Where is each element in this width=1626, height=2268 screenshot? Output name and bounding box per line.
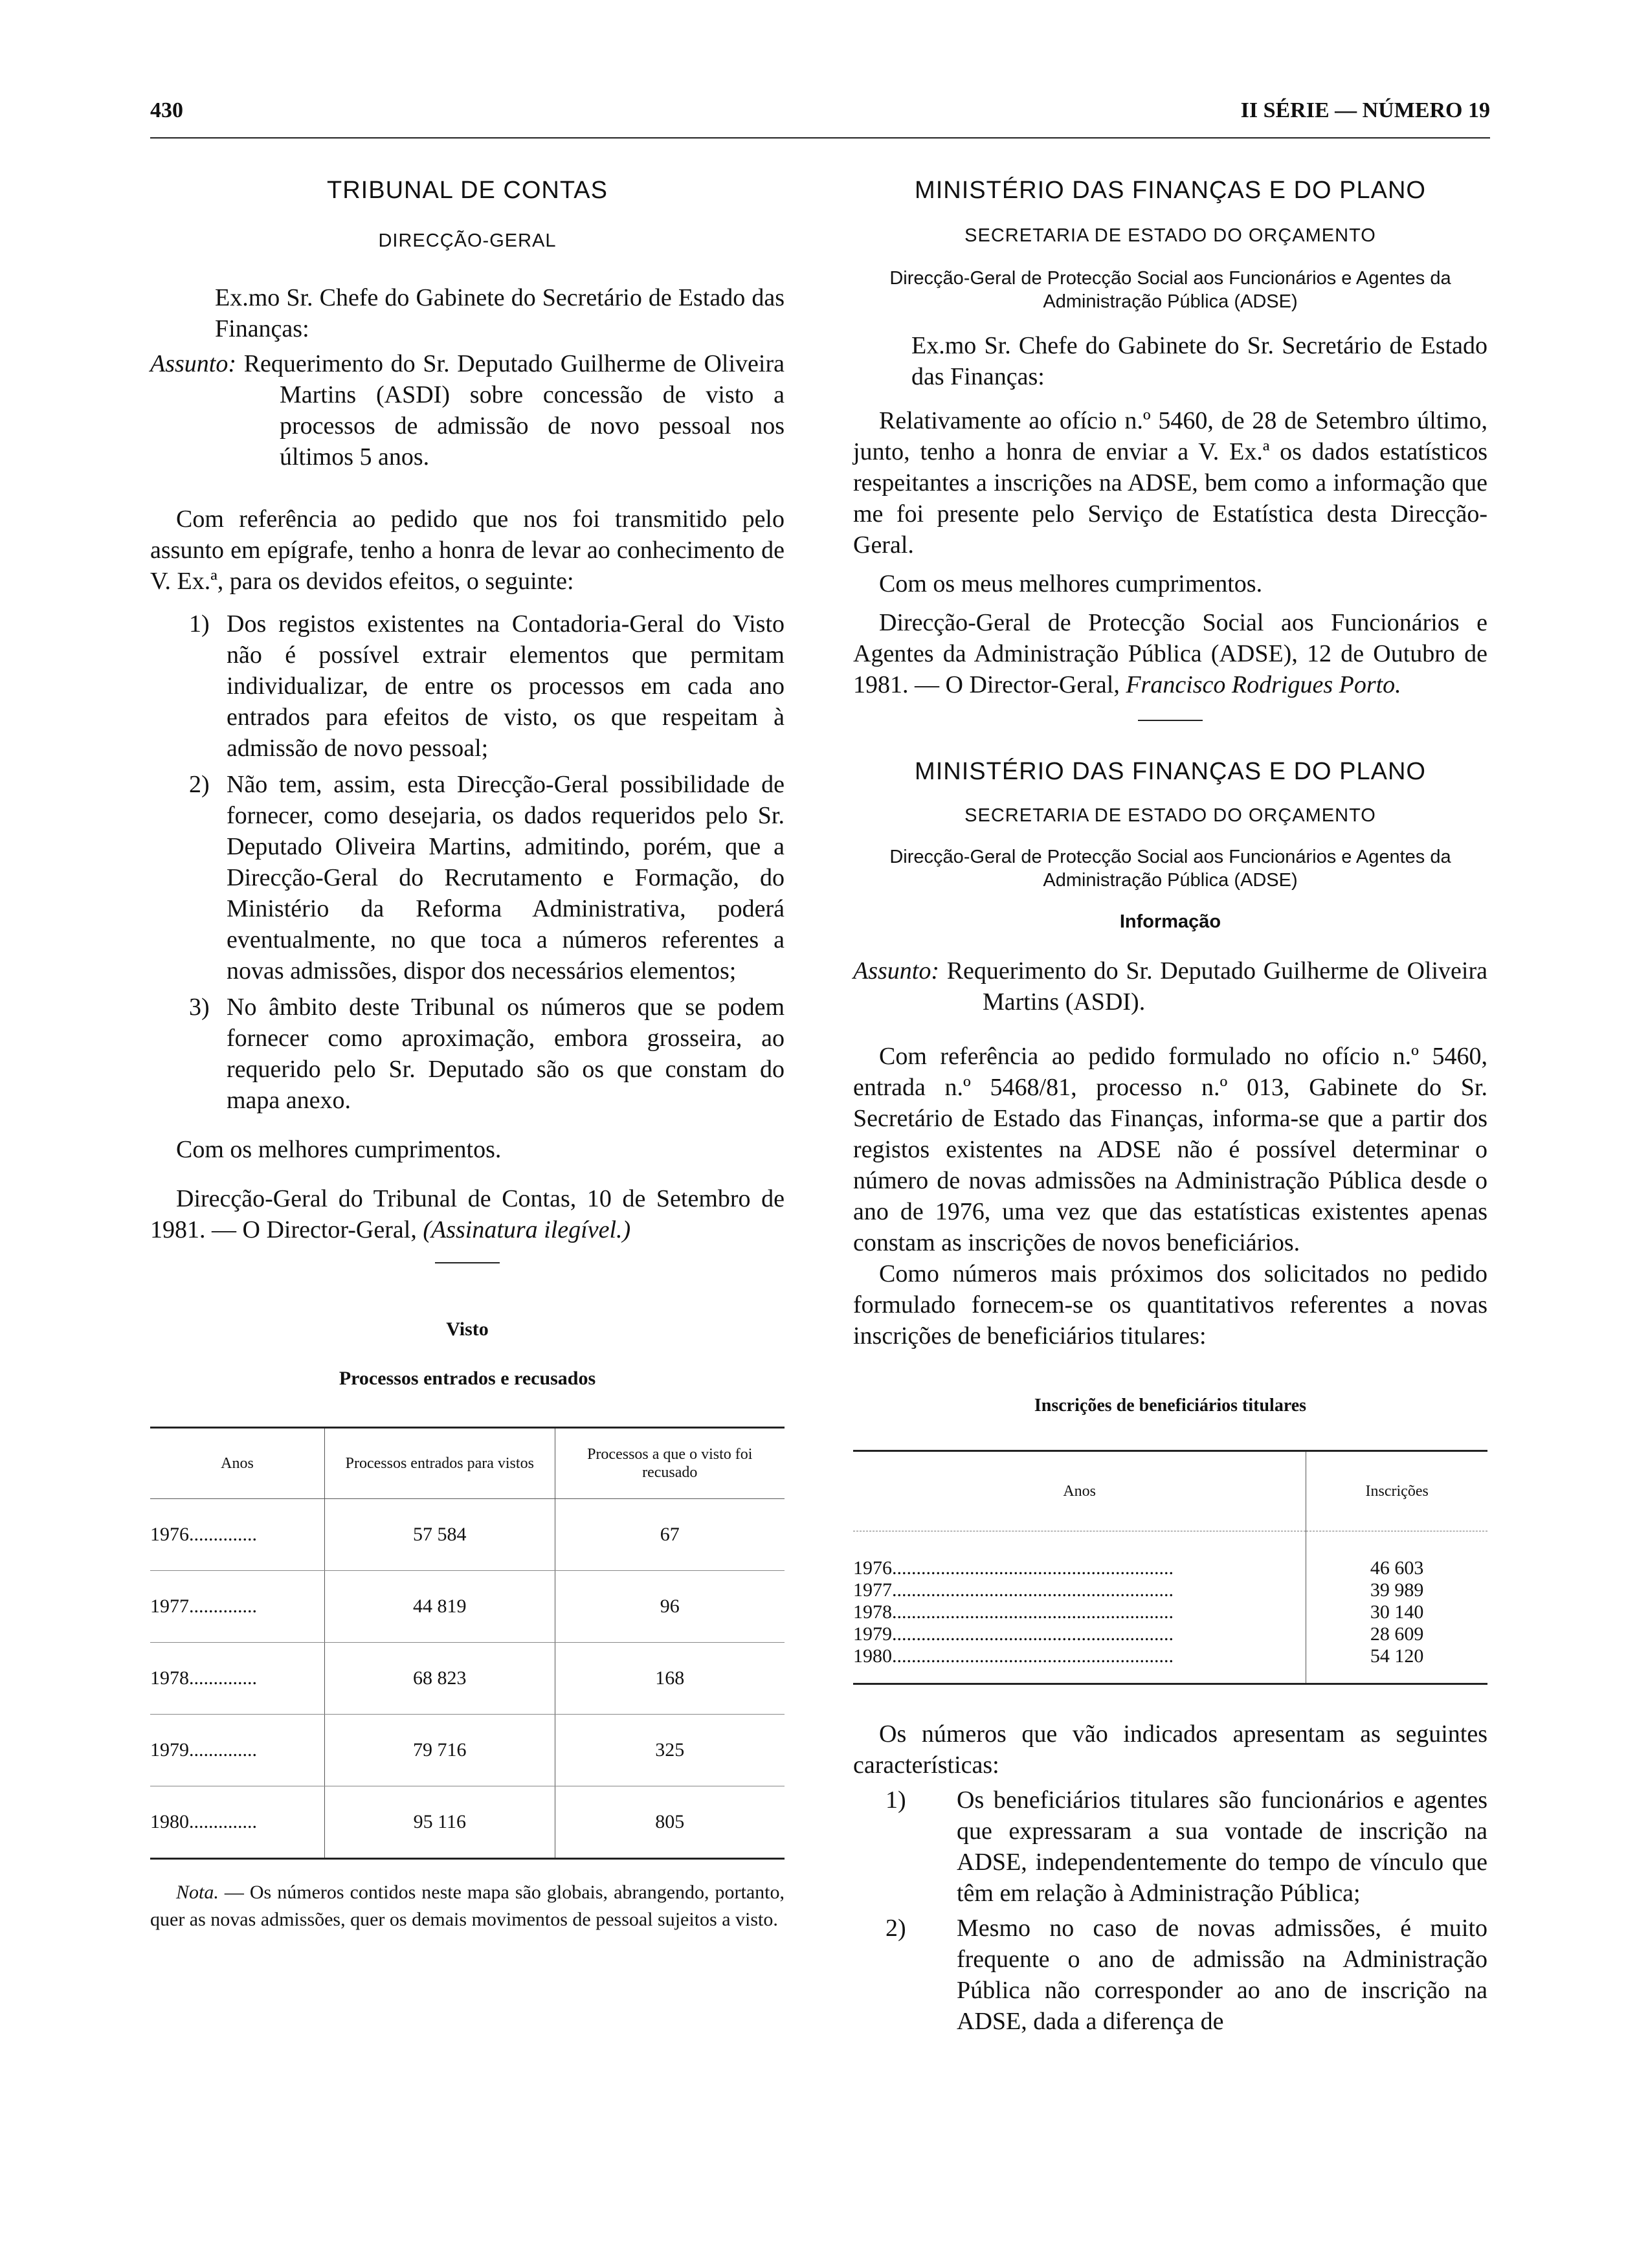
- signature: [853, 607, 1487, 700]
- table-row: [150, 1786, 785, 1859]
- cell-entered: 95 116: [325, 1786, 555, 1859]
- paragraph: Com referência ao pedido formulado no ofício n.º 5460, entrada n.º 5468/81, processo n.º 013, Gabinete do Sr. Secretário de Estado das Finanças, informa-se que a partir dos registos existentes na ADSE não é possível determinar o número de novas admissões na Administração Pública desde o ano de 1976, uma vez que das estatísticas existentes apenas constam as inscrições de novos beneficiários.: [853, 1043, 1487, 1256]
- directorate-title: DIRECÇÃO-GERAL: [378, 230, 557, 251]
- cell-year: 1978..............: [150, 1643, 325, 1715]
- list-item: [150, 769, 785, 986]
- list-number: 1): [189, 610, 210, 638]
- list-number: 1): [885, 1786, 906, 1814]
- cell-refused: 96: [555, 1571, 785, 1643]
- cell-value: 46 603: [1306, 1557, 1487, 1579]
- table-title: Visto: [446, 1318, 489, 1340]
- paragraph: Os números que vão indicados apresentam as seguintes características:: [853, 1720, 1487, 1779]
- cell-entered: 57 584: [325, 1499, 555, 1571]
- secretariat-title: SECRETARIA DE ESTADO DO ORÇAMENTO: [964, 805, 1376, 826]
- table-row: [853, 1601, 1487, 1623]
- subject: [853, 955, 1487, 1017]
- list-number: 2): [189, 771, 210, 798]
- cell-year: 1976..............: [150, 1499, 325, 1571]
- cell-entered: 79 716: [325, 1715, 555, 1786]
- cell-year: 1979..........................................................: [853, 1623, 1174, 1645]
- table-row: [150, 1499, 785, 1571]
- cell-value: 54 120: [1306, 1645, 1487, 1667]
- table-row: [853, 1579, 1487, 1601]
- cell-year: 1976..........................................................: [853, 1557, 1174, 1579]
- visto-table: [150, 1427, 785, 1860]
- table-row: [853, 1645, 1487, 1667]
- inscricoes-table: [853, 1450, 1487, 1685]
- secretariat-title: SECRETARIA DE ESTADO DO ORÇAMENTO: [964, 225, 1376, 246]
- list-item: [853, 1784, 1487, 1909]
- list-text: Mesmo no caso de novas admissões, é muito frequente o ano de admissão na Administração Pública não corresponder ao ano de inscrição na ADSE, dada a diferença de: [957, 1915, 1487, 2035]
- list-text: Os beneficiários titulares são funcionários e agentes que expressaram a sua vontade de inscrição na ADSE, independentemente do tempo de vínculo que têm em relação à Administração Pública;: [957, 1786, 1487, 1907]
- subject-label: Assunto:: [853, 957, 939, 984]
- table-note: [150, 1879, 785, 1933]
- table-row: [150, 1571, 785, 1643]
- signature-text: Direcção-Geral de Protecção Social aos Funcionários e Agentes da Administração Pública (ADSE), 12 de Outubro de 1981. — O Director-Geral,: [853, 609, 1487, 698]
- table-header-row: [853, 1451, 1487, 1531]
- cell-value: 28 609: [1306, 1623, 1487, 1645]
- cell-year: 1977..............: [150, 1571, 325, 1643]
- header-refused: Processos a que o visto foi recusado: [555, 1428, 785, 1499]
- signature-text: Direcção-Geral do Tribunal de Contas, 10 de Setembro de 1981. — O Director-Geral,: [150, 1185, 785, 1243]
- section-rule: [1138, 720, 1203, 721]
- list-text: No âmbito deste Tribunal os números que se podem fornecer como aproximação, embora grosseira, ao requerido pelo Sr. Deputado são os que constam do mapa anexo.: [227, 994, 785, 1114]
- closing: Com os melhores cumprimentos.: [176, 1136, 502, 1163]
- cell-value: 39 989: [1306, 1579, 1487, 1601]
- header-years: Anos: [150, 1428, 325, 1499]
- subject-label: Assunto:: [150, 350, 236, 377]
- subject: [150, 348, 785, 472]
- list-item: [150, 608, 785, 764]
- section-rule: [435, 1262, 500, 1263]
- ministry-title: MINISTÉRIO DAS FINANÇAS E DO PLANO: [915, 758, 1426, 785]
- closing: Com os meus melhores cumprimentos.: [879, 570, 1263, 597]
- numbered-list: [853, 1784, 1487, 2037]
- cell-refused: 67: [555, 1499, 785, 1571]
- addressee: Ex.mo Sr. Chefe do Gabinete do Sr. Secretário de Estado das Finanças:: [911, 332, 1487, 390]
- cell-year: 1977..........................................................: [853, 1579, 1174, 1601]
- table-header-row: [150, 1428, 785, 1499]
- addressee: Ex.mo Sr. Chefe do Gabinete do Secretário de Estado das Finanças:: [215, 284, 785, 342]
- cell-year: 1979..............: [150, 1715, 325, 1786]
- list-item: [853, 1913, 1487, 2037]
- signature-name: Francisco Rodrigues Porto.: [1126, 671, 1401, 698]
- list-number: 2): [885, 1915, 906, 1942]
- header-inscricoes: Inscrições: [1306, 1451, 1487, 1531]
- series-label: II SÉRIE — NÚMERO 19: [1240, 98, 1490, 122]
- table-row: [150, 1643, 785, 1715]
- directorate-title: Direcção-Geral de Protecção Social aos Funcionários e Agentes da Administração Pública (ADSE): [889, 268, 1451, 312]
- cell-entered: 68 823: [325, 1643, 555, 1715]
- table-subtitle: Processos entrados e recusados: [339, 1368, 596, 1389]
- institution-title: TRIBUNAL DE CONTAS: [327, 177, 608, 204]
- table-title: Inscrições de beneficiários titulares: [1034, 1395, 1307, 1416]
- table-row: [853, 1557, 1487, 1579]
- list-text: Não tem, assim, esta Direcção-Geral possibilidade de fornecer, como desejaria, os dados requeridos pelo Sr. Deputado Oliveira Martins, admitindo, porém, que a Direcção-Geral do Recrutamento e Formação, do Ministério da Reforma Administrativa, poderá eventualmente, no que toca a números referentes a novas admissões, dispor dos necessários elementos;: [227, 771, 785, 984]
- note-label: Nota.: [176, 1882, 219, 1903]
- left-column: [150, 170, 785, 1933]
- cell-entered: 44 819: [325, 1571, 555, 1643]
- table-row: [853, 1623, 1487, 1645]
- numbered-list: [150, 608, 785, 1116]
- cell-year: 1978..........................................................: [853, 1601, 1174, 1623]
- page-header: [150, 98, 1490, 137]
- directorate-title: Direcção-Geral de Protecção Social aos Funcionários e Agentes da Administração Pública (ADSE): [889, 847, 1451, 891]
- note-text: — Os números contidos neste mapa são globais, abrangendo, portanto, quer as novas admissões, quer os demais movimentos de pessoal sujeitos a visto.: [150, 1882, 785, 1930]
- document-type: Informação: [1119, 911, 1221, 932]
- paragraph: Como números mais próximos dos solicitados no pedido formulado fornecem-se os quantitativos referentes a novas inscrições de beneficiários titulares:: [853, 1260, 1487, 1350]
- right-column: [853, 170, 1487, 2037]
- cell-refused: 168: [555, 1643, 785, 1715]
- list-number: 3): [189, 994, 210, 1021]
- cell-year: 1980..............: [150, 1786, 325, 1859]
- cell-refused: 325: [555, 1715, 785, 1786]
- paragraph: Relativamente ao ofício n.º 5460, de 28 de Setembro último, junto, tenho a honra de enviar a V. Ex.ª os dados estatísticos respeitantes a inscrições na ADSE, bem como a informação que me foi presente pelo Serviço de Estatística desta Direcção-Geral.: [853, 407, 1487, 559]
- cell-value: 30 140: [1306, 1601, 1487, 1623]
- list-item: [150, 992, 785, 1116]
- subject-text: Requerimento do Sr. Deputado Guilherme de Oliveira Martins (ASDI).: [946, 957, 1487, 1016]
- signature: [150, 1183, 785, 1245]
- cell-year: 1980..........................................................: [853, 1645, 1174, 1667]
- table-row: [150, 1715, 785, 1786]
- cell-refused: 805: [555, 1786, 785, 1859]
- header-rule: [150, 137, 1490, 139]
- intro-paragraph: Com referência ao pedido que nos foi transmitido pelo assunto em epígrafe, tenho a honra de levar ao conhecimento de V. Ex.ª, para os devidos efeitos, o seguinte:: [150, 506, 785, 595]
- header-entered: Processos entrados para vistos: [325, 1428, 555, 1499]
- subject-text: Requerimento do Sr. Deputado Guilherme de Oliveira Martins (ASDI) sobre concessão de visto a processos de admissão de novo pessoal nos últimos 5 anos.: [243, 350, 785, 471]
- signature-italic: (Assinatura ilegível.): [423, 1216, 631, 1243]
- ministry-title: MINISTÉRIO DAS FINANÇAS E DO PLANO: [915, 177, 1426, 204]
- page-number: 430: [150, 98, 183, 122]
- header-years: Anos: [853, 1451, 1306, 1531]
- list-text: Dos registos existentes na Contadoria-Geral do Visto não é possível extrair elementos que permitam individualizar, de entre os processos em cada ano entrados para efeitos de visto, os que respeitam à admissão de novo pessoal;: [227, 610, 785, 762]
